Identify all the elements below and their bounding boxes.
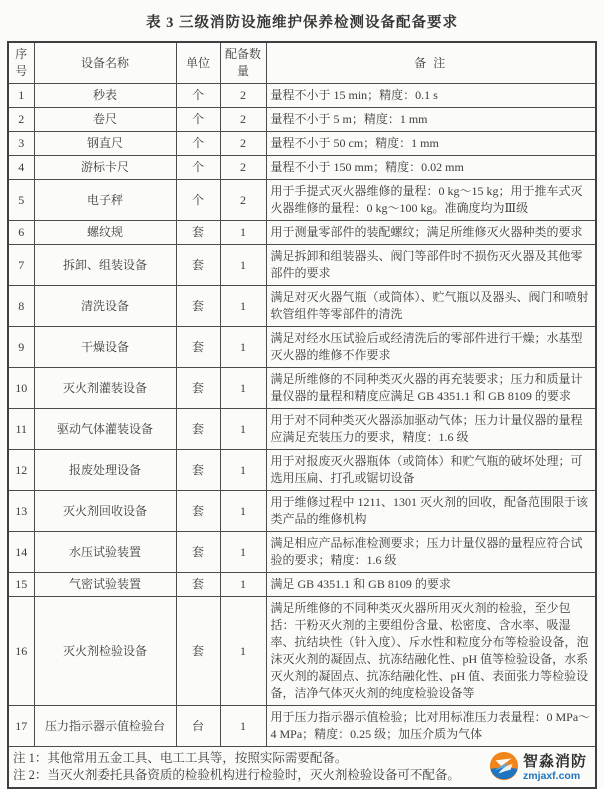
quantity: 1: [220, 450, 266, 491]
brand-name: 智淼消防: [522, 754, 587, 771]
unit: 个: [176, 156, 220, 180]
unit: 套: [176, 221, 220, 245]
row-no: 13: [8, 491, 34, 532]
remark: 满足拆卸和组装器头、阀门等部件时不损伤灭火器及其他零部件的要求: [266, 245, 596, 286]
quantity: 2: [220, 108, 266, 132]
watermark-logo: [489, 751, 587, 786]
table-row: [8, 180, 596, 221]
row-no: 17: [8, 706, 34, 747]
unit: 套: [176, 286, 220, 327]
quantity: 1: [220, 409, 266, 450]
quantity: 1: [220, 532, 266, 573]
notes-row: [8, 747, 596, 789]
note-2: 注 2：当灭火剂委托具备资质的检验机构进行检验时，灭火剂检验设备可不配备。: [13, 768, 460, 782]
table-row: [8, 450, 596, 491]
unit: 个: [176, 108, 220, 132]
remark: 用于手提式灭火器维修的量程：0 kg～15 kg；用于推车式灭火器维修的量程：0 kg～100 kg。准确度均为Ⅲ级: [266, 180, 596, 221]
remark: 用于维修过程中 1211、1301 灭火剂的回收，配备范围限于该类产品的维修机构: [266, 491, 596, 532]
quantity: 2: [220, 156, 266, 180]
remark: 满足对灭火器气瓶（或筒体）、贮气瓶以及器头、阀门和喷射软管组件等零部件的清洗: [266, 286, 596, 327]
header-no: 序号: [8, 42, 34, 84]
unit: 套: [176, 491, 220, 532]
unit: 个: [176, 132, 220, 156]
unit: 套: [176, 450, 220, 491]
header-row: [8, 42, 596, 84]
table-row: [8, 706, 596, 747]
equipment-name: 灭火剂灌装设备: [34, 368, 176, 409]
equipment-name: 灭火剂回收设备: [34, 491, 176, 532]
unit: 个: [176, 84, 220, 108]
equipment-table-body: [8, 84, 596, 747]
remark: 满足对经水压试验后或经清洗后的零部件进行干燥；水基型灭火器的维修不作要求: [266, 327, 596, 368]
remark: 用于对不同种类灭火器添加驱动气体；压力计量仪器的量程应满足充装压力的要求，精度：1.6 级: [266, 409, 596, 450]
table-row: [8, 573, 596, 597]
quantity: 1: [220, 245, 266, 286]
equipment-name: 水压试验装置: [34, 532, 176, 573]
quantity: 1: [220, 286, 266, 327]
header-unit: 单位: [176, 42, 220, 84]
quantity: 1: [220, 573, 266, 597]
row-no: 16: [8, 597, 34, 706]
row-no: 15: [8, 573, 34, 597]
equipment-table: [7, 41, 597, 789]
unit: 个: [176, 180, 220, 221]
row-no: 2: [8, 108, 34, 132]
unit: 台: [176, 706, 220, 747]
row-no: 9: [8, 327, 34, 368]
table-row: [8, 368, 596, 409]
equipment-name: 压力指示器示值检验台: [34, 706, 176, 747]
table-row: [8, 156, 596, 180]
row-no: 3: [8, 132, 34, 156]
table-row: [8, 327, 596, 368]
quantity: 1: [220, 368, 266, 409]
quantity: 1: [220, 491, 266, 532]
quantity: 2: [220, 84, 266, 108]
row-no: 6: [8, 221, 34, 245]
remark: 用于测量零部件的装配螺纹；满足所维修灭火器种类的要求: [266, 221, 596, 245]
equipment-name: 游标卡尺: [34, 156, 176, 180]
equipment-name: 螺纹规: [34, 221, 176, 245]
remark: 满足所维修的不同种类灭火器的再充装要求；压力和质量计量仪器的量程和精度应满足 GB 4351.1 和 GB 8109 的要求: [266, 368, 596, 409]
quantity: 1: [220, 597, 266, 706]
table-row: [8, 84, 596, 108]
unit: 套: [176, 597, 220, 706]
equipment-name: 干燥设备: [34, 327, 176, 368]
remark: 用于压力指示器示值检验；比对用标准压力表量程：0 MPa～4 MPa；精度：0.25 级；加压介质为气体: [266, 706, 596, 747]
brand-domain: zmjaxf.com: [522, 769, 581, 782]
equipment-name: 秒表: [34, 84, 176, 108]
table-row: [8, 132, 596, 156]
note-1: 注 1：其他常用五金工具、电工工具等，按照实际需要配备。: [13, 751, 348, 765]
equipment-name: 拆卸、组装设备: [34, 245, 176, 286]
equipment-name: 驱动气体灌装设备: [34, 409, 176, 450]
unit: 套: [176, 368, 220, 409]
quantity: 2: [220, 180, 266, 221]
equipment-name: 灭火剂检验设备: [34, 597, 176, 706]
equipment-name: 电子秤: [34, 180, 176, 221]
table-row: [8, 491, 596, 532]
quantity: 1: [220, 221, 266, 245]
header-name: 设备名称: [34, 42, 176, 84]
row-no: 4: [8, 156, 34, 180]
table-row: [8, 286, 596, 327]
quantity: 2: [220, 132, 266, 156]
equipment-name: 气密试验装置: [34, 573, 176, 597]
table-row: [8, 532, 596, 573]
row-no: 14: [8, 532, 34, 573]
brand-text: [523, 755, 587, 782]
remark: 量程不小于 5 m；精度：1 mm: [266, 108, 596, 132]
row-no: 1: [8, 84, 34, 108]
equipment-name: 清洗设备: [34, 286, 176, 327]
equipment-name: 钢直尺: [34, 132, 176, 156]
row-no: 5: [8, 180, 34, 221]
row-no: 11: [8, 409, 34, 450]
quantity: 1: [220, 327, 266, 368]
row-no: 8: [8, 286, 34, 327]
header-qty: 配备数量: [220, 42, 266, 84]
unit: 套: [176, 532, 220, 573]
row-no: 12: [8, 450, 34, 491]
table-title: 表 3 三级消防设施维护保养检测设备配备要求: [146, 15, 458, 31]
brand-swoosh-icon: [489, 751, 519, 786]
equipment-name: 报废处理设备: [34, 450, 176, 491]
remark: 满足相应产品标准检测要求；压力计量仪器的量程应符合试验的要求；精度：1.6 级: [266, 532, 596, 573]
remark: 量程不小于 50 cm；精度：1 mm: [266, 132, 596, 156]
table-row: [8, 409, 596, 450]
remark: 量程不小于 150 mm；精度：0.02 mm: [266, 156, 596, 180]
table-row: [8, 221, 596, 245]
equipment-name: 卷尺: [34, 108, 176, 132]
table-header: [8, 42, 596, 84]
remark: 满足所维修的不同种类灭火器所用灭火剂的检验，至少包括：干粉灭火剂的主要组份含量、松密度、含水率、吸湿率、抗结块性（针入度）、斥水性和粒度分布等检验设备，泡沫灭火剂的凝固点、抗冻结融化性、pH 值等检验设备，水系灭火剂的凝固点、抗冻结融化性、pH 值、表面张力等检验设备，洁净气体灭火剂的纯度检验设备等: [266, 597, 596, 706]
table-row: [8, 597, 596, 706]
header-remark: 备 注: [266, 42, 596, 84]
unit: 套: [176, 409, 220, 450]
row-no: 7: [8, 245, 34, 286]
unit: 套: [176, 327, 220, 368]
notes-cell: [8, 747, 596, 789]
table-footer: [8, 747, 596, 789]
table-row: [8, 245, 596, 286]
quantity: 1: [220, 706, 266, 747]
remark: 量程不小于 15 min；精度：0.1 s: [266, 84, 596, 108]
unit: 套: [176, 245, 220, 286]
row-no: 10: [8, 368, 34, 409]
remark: 用于对报废灭火器瓶体（或筒体）和贮气瓶的破坏处理；可选用压扁、打孔或锯切设备: [266, 450, 596, 491]
unit: 套: [176, 573, 220, 597]
remark: 满足 GB 4351.1 和 GB 8109 的要求: [266, 573, 596, 597]
table-row: [8, 108, 596, 132]
